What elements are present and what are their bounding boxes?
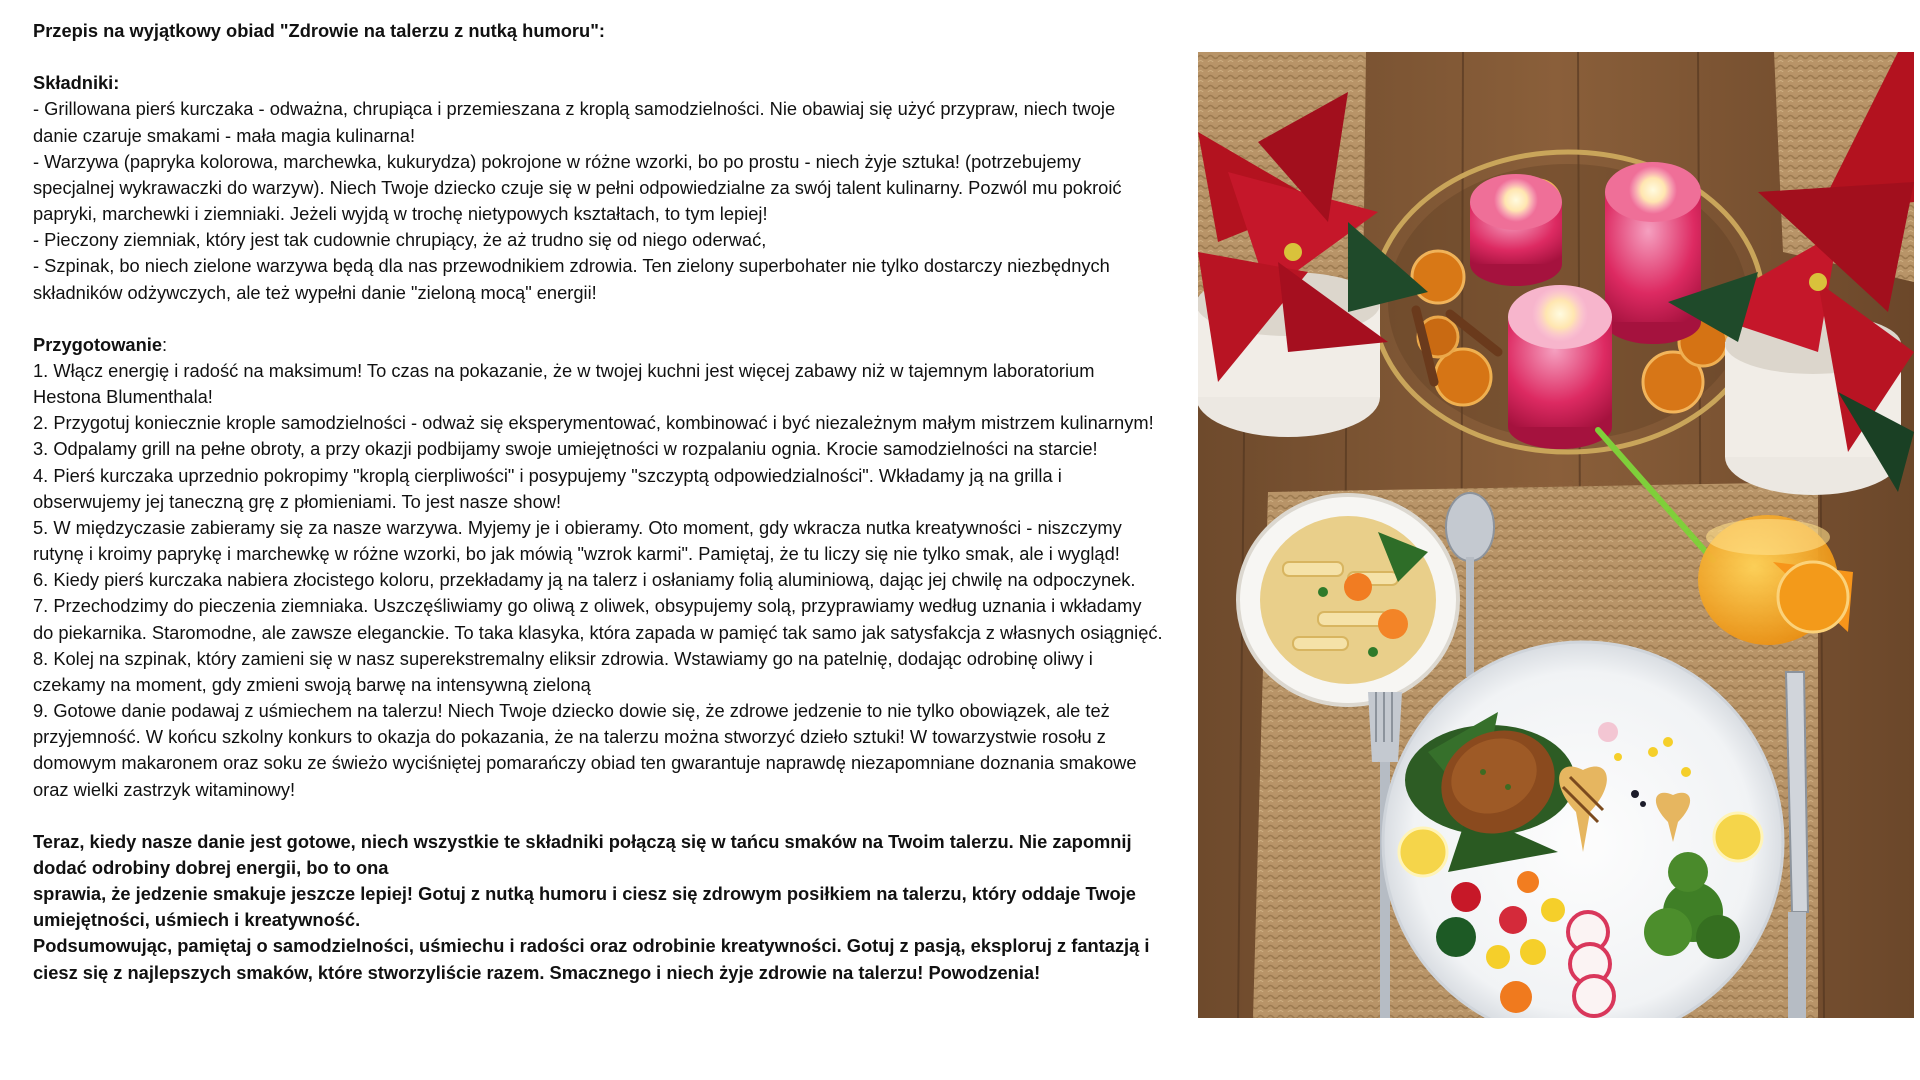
preparation-heading: Przygotowanie bbox=[33, 333, 163, 355]
radish-slices bbox=[1568, 912, 1614, 1016]
preparation-step: 3. Odpalamy grill na pełne obroty, a przy okazji podbijamy swoje umiejętności w rozpalaniu ognia. Krocie samodzielności na starcie! bbox=[33, 438, 1098, 460]
lemon-slice bbox=[1714, 813, 1762, 861]
preparation-step: 6. Kiedy pierś kurczaka nabiera złocistego koloru, przekładamy ją na talerz i osłaniamy folią aluminiową, dając jej chwilę na odpoczynek. bbox=[33, 569, 1136, 591]
recipe-document bbox=[33, 18, 1163, 986]
spacer bbox=[33, 306, 1163, 332]
closing-paragraph: Teraz, kiedy nasze danie jest gotowe, niech wszystkie te składniki połączą się w tańcu smaków na Twoim talerzu. Nie zapomnij dodać odrobiny dobrej energii, bo to ona bbox=[33, 830, 1132, 878]
candle-back-left bbox=[1470, 174, 1562, 286]
dinner-plate bbox=[1383, 642, 1783, 1018]
lemon-slice bbox=[1399, 828, 1447, 876]
preparation-step: 5. W międzyczasie zabieramy się za nasze warzywa. Myjemy je i obieramy. Oto moment, gdy wkracza nutka kreatywności - niszczymy rutynę i kroimy paprykę i marchewkę w różne wzorki, bo jak mówią "wzrok karmi". Pamiętaj, że tu liczy się nie tylko smak, ale i wygląd! bbox=[33, 516, 1122, 565]
ingredient-line: - Grillowana pierś kurczaka - odważna, chrupiąca i przemieszana z kroplą samodzielności. Nie obawiaj się użyć przypraw, niech twoje danie czaruje smakami - mała magia kulinarna! bbox=[33, 98, 1116, 146]
closing-paragraph: sprawia, że jedzenie smakuje jeszcze lepiej! Gotuj z nutką humoru i ciesz się zdrowym posiłkiem na talerzu, który oddaje Twoje umiejętności, uśmiech i kreatywność. bbox=[33, 883, 1136, 931]
ingredient-line: - Szpinak, bo niech zielone warzywa będą dla nas przewodnikiem zdrowia. Ten zielony superbohater nie tylko dostarczy niezbędnych składników odżywczych, ale też wypełni danie "zieloną mocą" energii! bbox=[33, 255, 1110, 303]
preparation-step: 8. Kolej na szpinak, który zamieni się w nasz superekstremalny eliksir zdrowia. Wstawiamy go na patelnię, dodając odrobinę oliwy i czekamy na moment, gdy zmieni swoją barwę na intensywną zieloną bbox=[33, 647, 1093, 695]
recipe-title: Przepis na wyjątkowy obiad "Zdrowie na talerzu z nutką humoru": bbox=[33, 20, 605, 41]
preparation-step: 2. Przygotuj koniecznie krople samodzielności - odważ się eksperymentować, kombinować i być niezależnym małym mistrzem kulinarnym! bbox=[33, 412, 1154, 434]
preparation-step: 1. Włącz energię i radość na maksimum! To czas na pokazanie, że w twojej kuchni jest więcej zabawy niż w tajemnym laboratorium Hestona Blumenthala! bbox=[33, 360, 1095, 408]
candle-front bbox=[1508, 285, 1612, 449]
preparation-step: 4. Pierś kurczaka uprzednio pokropimy "kroplą cierpliwości" i posypujemy "szczyptą odpowiedzialności". Wkładamy ją na grilla i obserwujemy jej taneczną grę z płomieniami. To jest nasze show! bbox=[33, 464, 1062, 512]
preparation-heading-line bbox=[33, 332, 1163, 358]
ingredient-line: - Warzywa (papryka kolorowa, marchewka, kukurydza) pokrojone w różne wzorki, bo po prostu - niech żyje sztuka! (potrzebujemy specjalnej wykrawaczki do warzyw). Niech Twoje dziecko czuje się w pełni odpowiedzialne za swój talent kulinarny. Pozwól mu pokroić papryki, marchewki i ziemniaki. Jeżeli wyjdą w trochę nietypowych kształtach, to tym lepiej! bbox=[33, 150, 1122, 225]
preparation-heading-colon: : bbox=[162, 333, 168, 355]
closing-paragraph: Podsumowując, pamiętaj o samodzielności, uśmiechu i radości oraz odrobinie kreatywności. Gotuj z pasją, eksploruj z fantazją i ciesz się z najlepszych smaków, które stworzyliście razem. Smacznego i niech żyje zdrowie na talerzu! Powodzenia! bbox=[33, 935, 1150, 983]
preparation-step: 9. Gotowe danie podawaj z uśmiechem na talerzu! Niech Twoje dziecko dowie się, że zdrowe jedzenie to nie tylko obowiązek, ale też przyjemność. W końcu szkolny konkurs to okazja do pokazania, że na talerzu można stworzyć dzieło sztuki! W towarzystwie rosołu z domowym makaronem oraz soku ze świeżo wyciśniętej pomarańczy obiad ten gwarantuje naprawdę niezapomniane doznania smakowe oraz wielki zastrzyk witaminowy! bbox=[33, 700, 1137, 800]
spacer bbox=[33, 44, 1163, 70]
preparation-step: 7. Przechodzimy do pieczenia ziemniaka. Uszczęśliwiamy go oliwą z oliwek, obsypujemy solą, przyprawiamy według uznania i wkładamy do piekarnika. Staromodne, ale zawsze eleganckie. To taka klasyka, która zapada w pamięć tak samo jak satysfakcja z własnych osiągnięć. bbox=[33, 595, 1163, 643]
meal-photo-illustration bbox=[1198, 52, 1914, 1018]
ingredients-heading: Składniki: bbox=[33, 72, 120, 94]
soup-bowl bbox=[1238, 495, 1458, 705]
candle-back-right bbox=[1605, 162, 1701, 344]
ingredient-line: - Pieczony ziemniak, który jest tak cudownie chrupiący, że aż trudno się od niego oderwać, bbox=[33, 229, 767, 251]
spacer bbox=[33, 803, 1163, 829]
meal-photo bbox=[1198, 52, 1914, 1018]
